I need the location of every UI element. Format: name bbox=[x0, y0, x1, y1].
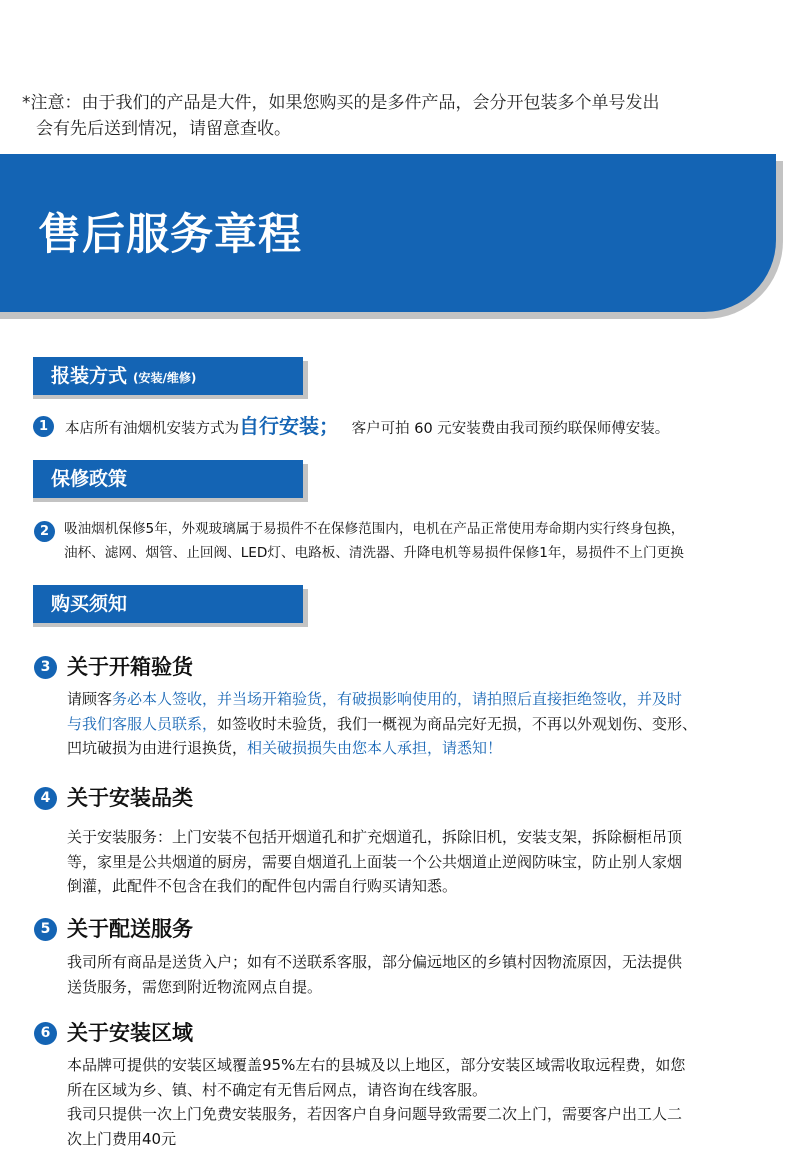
warranty-line-2: 油杯、滤网、烟管、止回阀、LED灯、电路板、清洗器、升降电机等易损件保修1年，易损件不上门更换 bbox=[64, 545, 684, 561]
section-tab-purchase-title: 购买须知 bbox=[51, 593, 128, 615]
install-text-before: 本店所有油烟机安装方式为 bbox=[65, 421, 239, 437]
category-l3: 倒灌，此配件不包含在我们的配件包内需自行购买请知悉。 bbox=[67, 877, 458, 895]
heading-category: 关于安装品类 bbox=[67, 786, 193, 810]
delivery-l1: 我司所有商品是送货入户；如有不送联系客服，部分偏远地区的乡镇村因物流原因，无法提供 bbox=[67, 953, 683, 971]
number-badge-4: 4 bbox=[34, 787, 57, 810]
number-badge-5: 5 bbox=[34, 918, 57, 941]
area-l4: 次上门费用40元 bbox=[67, 1129, 177, 1148]
section-tab-install bbox=[33, 357, 303, 395]
section-tab-install-sub: (安装/维修) bbox=[133, 371, 197, 385]
section-tab-warranty-title: 保修政策 bbox=[51, 468, 128, 490]
heading-inspect: 关于开箱验货 bbox=[67, 655, 193, 679]
warranty-line-1: 吸油烟机保修5年，外观玻璃属于易损件不在保修范围内，电机在产品正常使用寿命期内实行终身包换， bbox=[64, 521, 685, 537]
area-paragraph bbox=[67, 1053, 767, 1151]
section-tab-install-title: 报装方式 bbox=[51, 365, 128, 387]
area-l2: 所在区域为乡、镇、村不确定有无售后网点，请咨询在线客服。 bbox=[67, 1080, 488, 1099]
number-badge-6: 6 bbox=[34, 1022, 57, 1045]
install-text-emph: 自行安装； bbox=[239, 414, 339, 438]
notice-line-2: 会有先后送到情况，请留意查收。 bbox=[36, 119, 291, 139]
section-tab-warranty bbox=[33, 460, 303, 498]
area-l3: 我司只提供一次上门免费安装服务，若因客户自身问题导致需要二次上门，需要客户出工人二 bbox=[67, 1105, 683, 1123]
inspect-paragraph bbox=[67, 687, 767, 761]
category-l2: 等，家里是公共烟道的厨房，需要自烟道孔上面装一个公共烟道止逆阀防味宝，防止别人家烟 bbox=[67, 852, 683, 871]
section-tab-purchase bbox=[33, 585, 303, 623]
inspect-l2-a: 与我们客服人员联系， bbox=[67, 714, 218, 733]
heading-delivery: 关于配送服务 bbox=[67, 917, 193, 941]
number-badge-1: 1 bbox=[33, 416, 54, 437]
install-text-after: 客户可拍 60 元安装费由我司预约联保师傅安装。 bbox=[351, 421, 670, 437]
shipping-notice bbox=[22, 90, 780, 142]
inspect-l3-a: 凹坑破损为由进行退换货， bbox=[67, 739, 248, 757]
delivery-paragraph bbox=[67, 950, 767, 999]
page-title: 售后服务章程 bbox=[38, 210, 302, 260]
inspect-l1-a: 请顾客 bbox=[67, 690, 113, 708]
inspect-l2-b: 如签收时未验货，我们一概视为商品完好无损，不再以外观划伤、变形、 bbox=[217, 714, 698, 733]
category-l1: 关于安装服务：上门安装不包括开烟道孔和扩充烟道孔，拆除旧机，安装支架，拆除橱柜吊顶 bbox=[67, 828, 683, 846]
number-badge-2: 2 bbox=[34, 521, 55, 542]
category-paragraph bbox=[67, 825, 767, 899]
install-method-text bbox=[65, 414, 669, 441]
area-l1: 本品牌可提供的安装区域覆盖95%左右的县城及以上地区，部分安装区域需收取远程费，如您 bbox=[67, 1056, 686, 1074]
inspect-l3-b: 相关破损损失由您本人承担，请悉知！ bbox=[247, 739, 503, 757]
inspect-l1-b: 务必本人签收，并当场开箱验货，有破损影响使用的，请拍照后直接拒绝签收，并及时 bbox=[112, 690, 683, 708]
delivery-l2: 送货服务，需您到附近物流网点自提。 bbox=[67, 977, 323, 996]
notice-line-1: *注意：由于我们的产品是大件，如果您购买的是多件产品，会分开包装多个单号发出 bbox=[22, 93, 660, 113]
heading-area: 关于安装区域 bbox=[67, 1021, 193, 1045]
number-badge-3: 3 bbox=[34, 656, 57, 679]
